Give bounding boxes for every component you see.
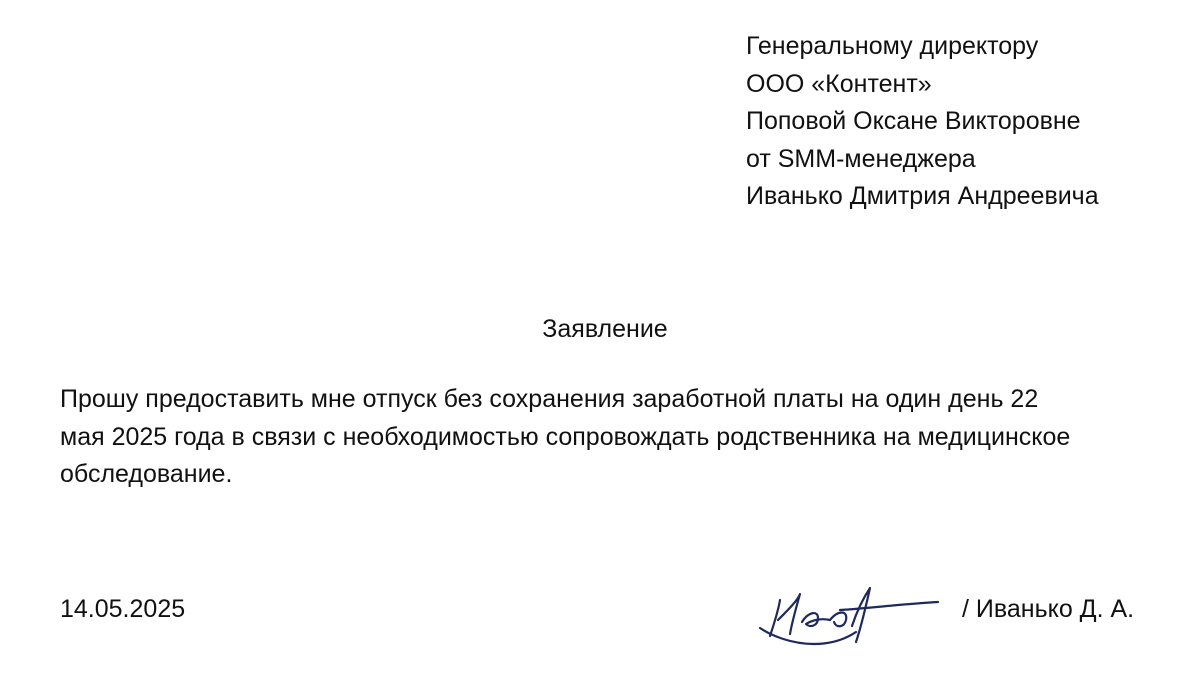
body-line-1: Прошу предоставить мне отпуск без сохранения заработной платы на один день 22 [60,385,1039,413]
addressee-line-company: ООО «Контент» [746,69,932,98]
document-body [60,381,1150,494]
signer-name: / Иванько Д. А. [962,595,1135,623]
addressee-line-name: Поповой Оксане Викторовне [746,107,1081,135]
body-line-2: мая 2025 года в связи с необходимостью сопровождать родственника на медицинское [60,422,1071,451]
handwritten-signature [752,580,942,650]
document-title: Заявление [542,315,668,343]
addressee-line-position: Генеральному директору [746,32,1039,60]
sender-line-position: от SMM-менеджера [746,144,976,173]
addressee-block [746,28,1099,216]
body-line-3: обследование. [60,460,233,488]
sender-line-name: Иванько Дмитрия Андреевича [746,182,1099,210]
document-date: 14.05.2025 [60,595,186,623]
